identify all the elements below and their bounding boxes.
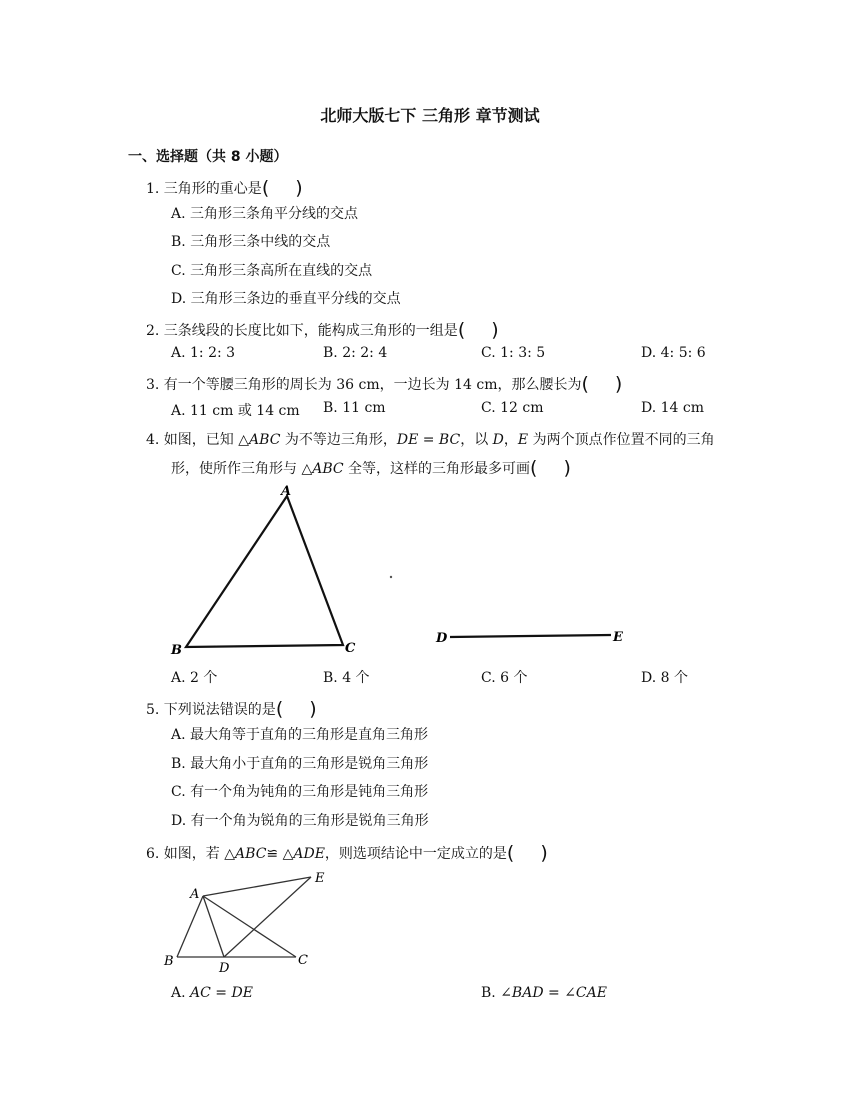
answer-paren-close: ) — [295, 177, 303, 199]
answer-paren-close: ) — [309, 698, 317, 720]
segment-de — [224, 877, 311, 957]
question-6-stem — [146, 841, 548, 863]
question-4-option-a[interactable]: A. 2 个 — [171, 670, 218, 686]
question-5-option-d[interactable]: D. 有一个角为锐角的三角形是锐角三角形 — [171, 813, 429, 829]
math-abc: ABC — [312, 461, 344, 477]
question-2-option-b[interactable]: B. 2: 2: 4 — [323, 345, 388, 361]
stem-text: 为两个顶点作位置不同的三角 — [528, 432, 715, 448]
question-6-option-b[interactable] — [481, 985, 607, 1001]
vertex-label-b: B — [171, 643, 182, 658]
question-5-option-b[interactable]: B. 最大角小于直角的三角形是锐角三角形 — [171, 756, 429, 772]
section-heading: 一、选择题（共 8 小题） — [128, 149, 288, 165]
stem-text: 全等，这样的三角形最多可画 — [343, 461, 531, 477]
stem-text: 4. 如图，已知 △ — [146, 432, 250, 448]
math-e: E — [517, 432, 529, 448]
question-2-option-a[interactable]: A. 1: 2: 3 — [171, 345, 236, 361]
vertex-label-b: B — [164, 954, 174, 969]
question-1-option-c[interactable]: C. 三角形三条高所在直线的交点 — [171, 263, 373, 279]
vertex-label-d: D — [219, 961, 230, 976]
stem-text: 为不等边三角形， — [280, 432, 397, 448]
math-d: D — [492, 432, 504, 448]
question-1-text: 1. 三角形的重心是 — [146, 181, 262, 197]
answer-paren-close: ) — [540, 842, 548, 864]
answer-paren-open: ( — [506, 842, 515, 864]
segment-ae — [203, 877, 311, 896]
stem-text: ，以 — [460, 432, 493, 448]
question-2-option-d[interactable]: D. 4: 5: 6 — [641, 345, 706, 361]
segment-ad — [203, 896, 224, 957]
stem-text: 6. 如图，若 △ — [146, 846, 236, 862]
document-title: 北师大版七下 三角形 章节测试 — [320, 106, 540, 125]
answer-paren-open: ( — [530, 457, 538, 479]
answer-paren-open: ( — [261, 177, 270, 199]
question-5-option-c[interactable]: C. 有一个角为钝角的三角形是钝角三角形 — [171, 784, 429, 800]
vertex-label-c: C — [298, 953, 308, 968]
math-abc: ABC — [249, 432, 281, 448]
answer-paren-open: ( — [457, 319, 466, 341]
math-de-equals-bc: DE = BC — [396, 432, 461, 448]
segment-de — [450, 635, 611, 637]
question-4-option-c[interactable]: C. 6 个 — [481, 670, 528, 686]
question-2-option-c[interactable]: C. 1: 3: 5 — [481, 345, 546, 361]
question-4-option-b[interactable]: B. 4 个 — [323, 670, 370, 686]
math-abc: ABC — [235, 846, 267, 862]
vertex-label-a: A — [190, 887, 200, 902]
question-3-option-d[interactable]: D. 14 cm — [641, 400, 705, 416]
question-3-option-c[interactable]: C. 12 cm — [481, 400, 544, 416]
question-3-option-a[interactable]: A. 11 cm 或 14 cm — [171, 403, 300, 419]
congruent-symbol: ≌ △ — [266, 846, 294, 862]
triangle-abc — [186, 496, 343, 647]
question-4-option-d[interactable]: D. 8 个 — [641, 670, 688, 686]
vertex-label-a: A — [281, 484, 292, 499]
question-6-option-a[interactable] — [171, 985, 253, 1001]
option-math: ∠BAD = ∠CAE — [500, 985, 607, 1001]
answer-paren-close: ) — [614, 373, 623, 395]
answer-paren-close: ) — [563, 457, 571, 479]
answer-paren-open: ( — [275, 698, 284, 720]
question-6-figure — [163, 871, 325, 976]
segment-ac — [203, 896, 296, 957]
question-1-option-b[interactable]: B. 三角形三条中线的交点 — [171, 234, 331, 250]
question-5-stem — [146, 697, 317, 719]
question-5-text: 5. 下列说法错误的是 — [146, 702, 276, 718]
answer-paren-open: ( — [581, 373, 589, 395]
stem-text: 形，使所作三角形与 △ — [171, 461, 313, 477]
option-letter: B. — [481, 985, 501, 1001]
question-2-text: 2. 三条线段的长度比如下，能构成三角形的一组是 — [146, 323, 458, 339]
option-letter: A. — [171, 985, 191, 1001]
question-1-option-d[interactable]: D. 三角形三条边的垂直平分线的交点 — [171, 291, 401, 307]
question-1-option-a[interactable]: A. 三角形三条角平分线的交点 — [171, 206, 359, 222]
question-5-option-a[interactable]: A. 最大角等于直角的三角形是直角三角形 — [171, 727, 429, 743]
vertex-label-e: E — [315, 871, 325, 886]
stem-text: ， — [503, 432, 518, 448]
stray-dot — [390, 576, 392, 578]
math-ade: ADE — [293, 846, 325, 862]
segment-ab — [177, 896, 203, 957]
vertex-label-c: C — [345, 641, 356, 656]
option-math: AC = DE — [190, 985, 253, 1001]
question-3-option-b[interactable]: B. 11 cm — [323, 400, 386, 416]
point-label-e: E — [613, 630, 623, 645]
point-label-d: D — [436, 631, 448, 646]
answer-paren-close: ) — [491, 319, 499, 341]
stem-text: ，则选项结论中一定成立的是 — [324, 846, 507, 862]
question-3-text: 3. 有一个等腰三角形的周长为 36 cm，一边长为 14 cm，那么腰长为 — [146, 377, 582, 393]
